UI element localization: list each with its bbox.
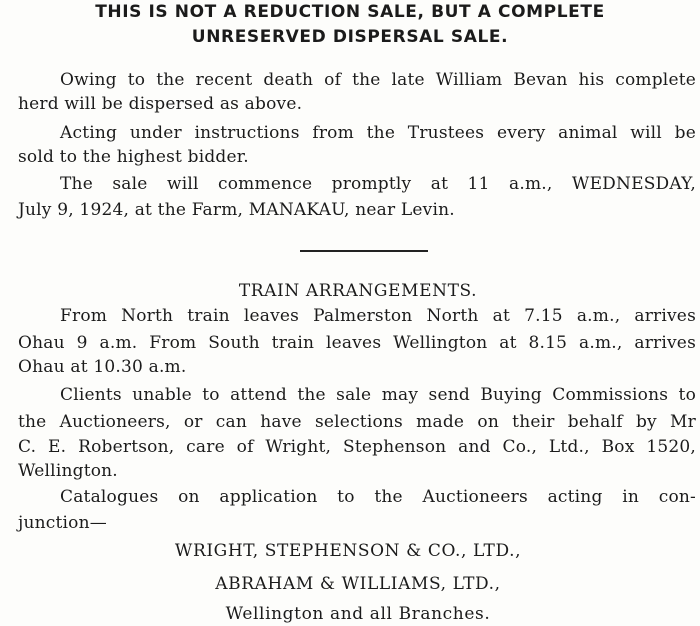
train-line-3: Ohau at 10.30 a.m. — [18, 357, 187, 377]
auctioneer-wright-stephenson: WRIGHT, STEPHENSON & CO., LTD., — [174, 541, 522, 561]
heading-line-2: UNRESERVED DISPERSAL SALE. — [191, 27, 509, 47]
train-line-1: From North train leaves Palmerston North at 7.15 a.m., arrives — [60, 306, 696, 326]
auctioneer-abraham-williams: ABRAHAM & WILLIAMS, LTD., — [215, 574, 501, 594]
train-arrangements-title: TRAIN ARRANGEMENTS. — [238, 281, 478, 301]
paragraph-death-line-2: herd will be dispersed as above. — [18, 94, 303, 114]
paragraph-trustees-line-1: Acting under instructions from the Trustees every animal will be — [60, 123, 696, 143]
paragraph-trustees-line-2: sold to the highest bidder. — [18, 147, 249, 167]
auctioneer-locations: Wellington and all Branches. — [225, 604, 491, 624]
clients-line-2: the Auctioneers, or can have selections made on their behalf by Mr — [18, 412, 696, 432]
catalogues-line-1: Catalogues on application to the Auctioneers acting in con- — [60, 487, 696, 507]
catalogues-line-2: junction— — [18, 513, 107, 533]
paragraph-sale-date-line-1: The sale will commence promptly at 11 a.m., WEDNESDAY, — [60, 174, 696, 194]
clients-line-1: Clients unable to attend the sale may send Buying Commissions to — [60, 385, 696, 405]
train-line-2: Ohau 9 a.m. From South train leaves Wellington at 8.15 a.m., arrives — [18, 333, 696, 353]
clients-line-4: Wellington. — [18, 461, 118, 481]
paragraph-sale-date-line-2: July 9, 1924, at the Farm, MANAKAU, near Levin. — [18, 200, 455, 220]
heading-line-1: THIS IS NOT A REDUCTION SALE, BUT A COMPLETE — [95, 2, 605, 22]
section-divider — [300, 250, 428, 252]
clients-line-3: C. E. Robertson, care of Wright, Stephenson and Co., Ltd., Box 1520, — [18, 437, 696, 457]
paragraph-death-line-1: Owing to the recent death of the late William Bevan his complete — [60, 70, 696, 90]
